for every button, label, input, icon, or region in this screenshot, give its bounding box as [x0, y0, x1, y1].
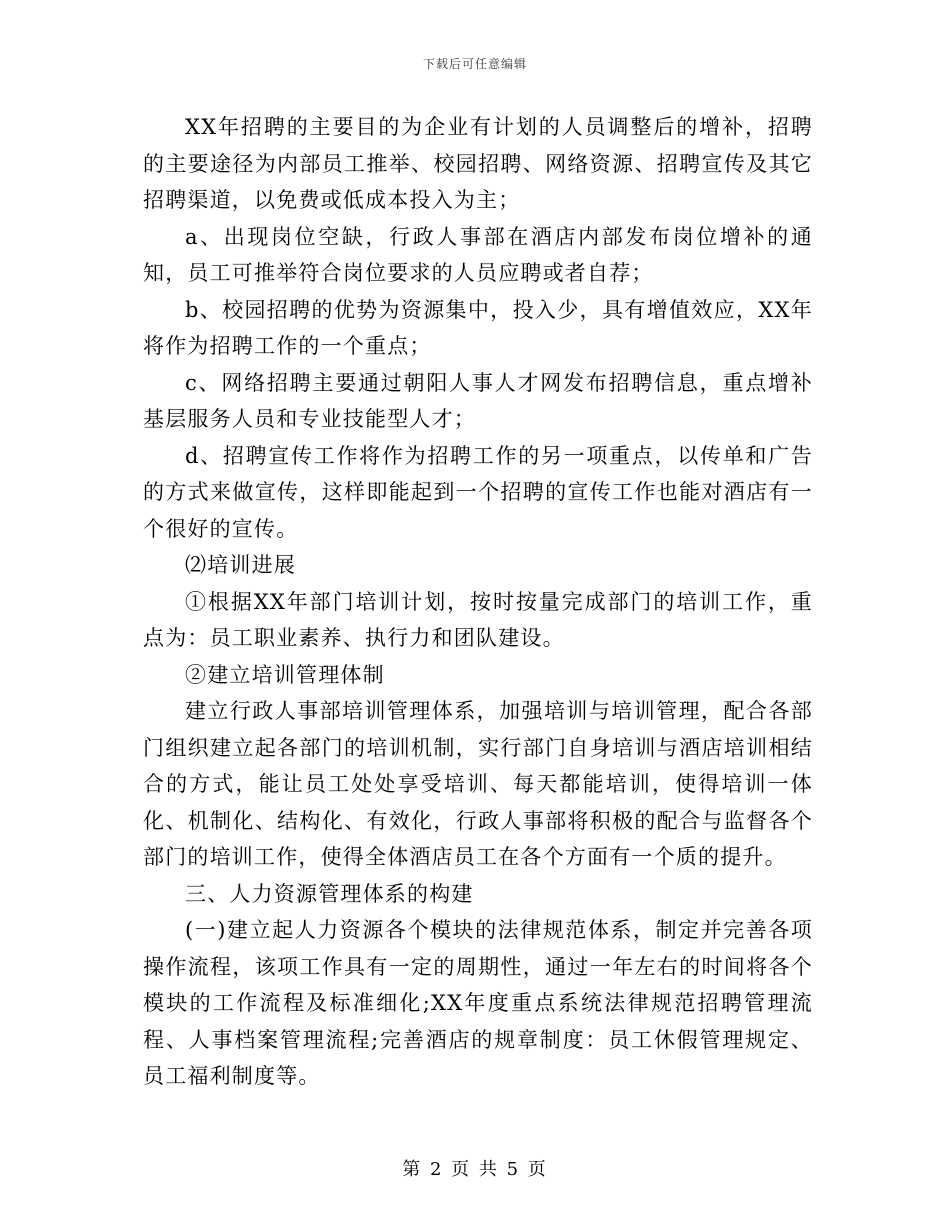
page-footer: 第 2 页 共 5 页 [402, 1159, 548, 1180]
paragraph-item-b: b、校园招聘的优势为资源集中，投入少，具有增值效应，XX年将作为招聘工作的一个重点； [143, 297, 813, 358]
document-body [143, 109, 813, 1095]
subheading-training-system: ②建立培训管理体制 [185, 662, 385, 687]
paragraph-item-d: d、招聘宣传工作将作为招聘工作的另一项重点，以传单和广告的方式来做宣传，这样即能起到一个招聘的宣传工作也能对酒店有一个很好的宣传。 [143, 443, 813, 541]
section-heading-training: ⑵培训进展 [185, 553, 296, 577]
paragraph-training-plan: ①根据XX年部门培训计划，按时按量完成部门的培训工作，重点为：员工职业素养、执行力和团队建设。 [143, 589, 813, 650]
page-header: 下载后可任意编辑 [422, 57, 527, 71]
paragraph-recruitment-goals: XX年招聘的主要目的为企业有计划的人员调整后的增补，招聘的主要途径为内部员工推举、校园招聘、网络资源、招聘宣传及其它招聘渠道，以免费或低成本投入为主； [143, 115, 813, 212]
section-heading-hr-system: 三、人力资源管理体系的构建 [185, 881, 474, 906]
paragraph-hr-legal-framework: (一)建立起人力资源各个模块的法律规范体系，制定并完善各项操作流程，该项工作具有一定的周期性，通过一年左右的时间将各个模块的工作流程及标准细化;XX年度重点系统法律规范招聘管理流程、人事档案管理流程;完善酒店的规章制度：员工休假管理规定、员工福利制度等。 [143, 918, 813, 1088]
paragraph-item-a: a、出现岗位空缺，行政人事部在酒店内部发布岗位增补的通知，员工可推举符合岗位要求的人员应聘或者自荐； [143, 224, 813, 285]
paragraph-item-c: c、网络招聘主要通过朝阳人事人才网发布招聘信息，重点增补基层服务人员和专业技能型人才； [143, 370, 813, 431]
paragraph-training-system: 建立行政人事部培训管理体系，加强培训与培训管理，配合各部门组织建立起各部门的培训机制，实行部门自身培训与酒店培训相结合的方式，能让员工处处享受培训、每天都能培训，使得培训一体化、机制化、结构化、有效化，行政人事部将积极的配合与监督各个部门的培训工作，使得全体酒店员工在各个方面有一个质的提升。 [143, 699, 813, 869]
